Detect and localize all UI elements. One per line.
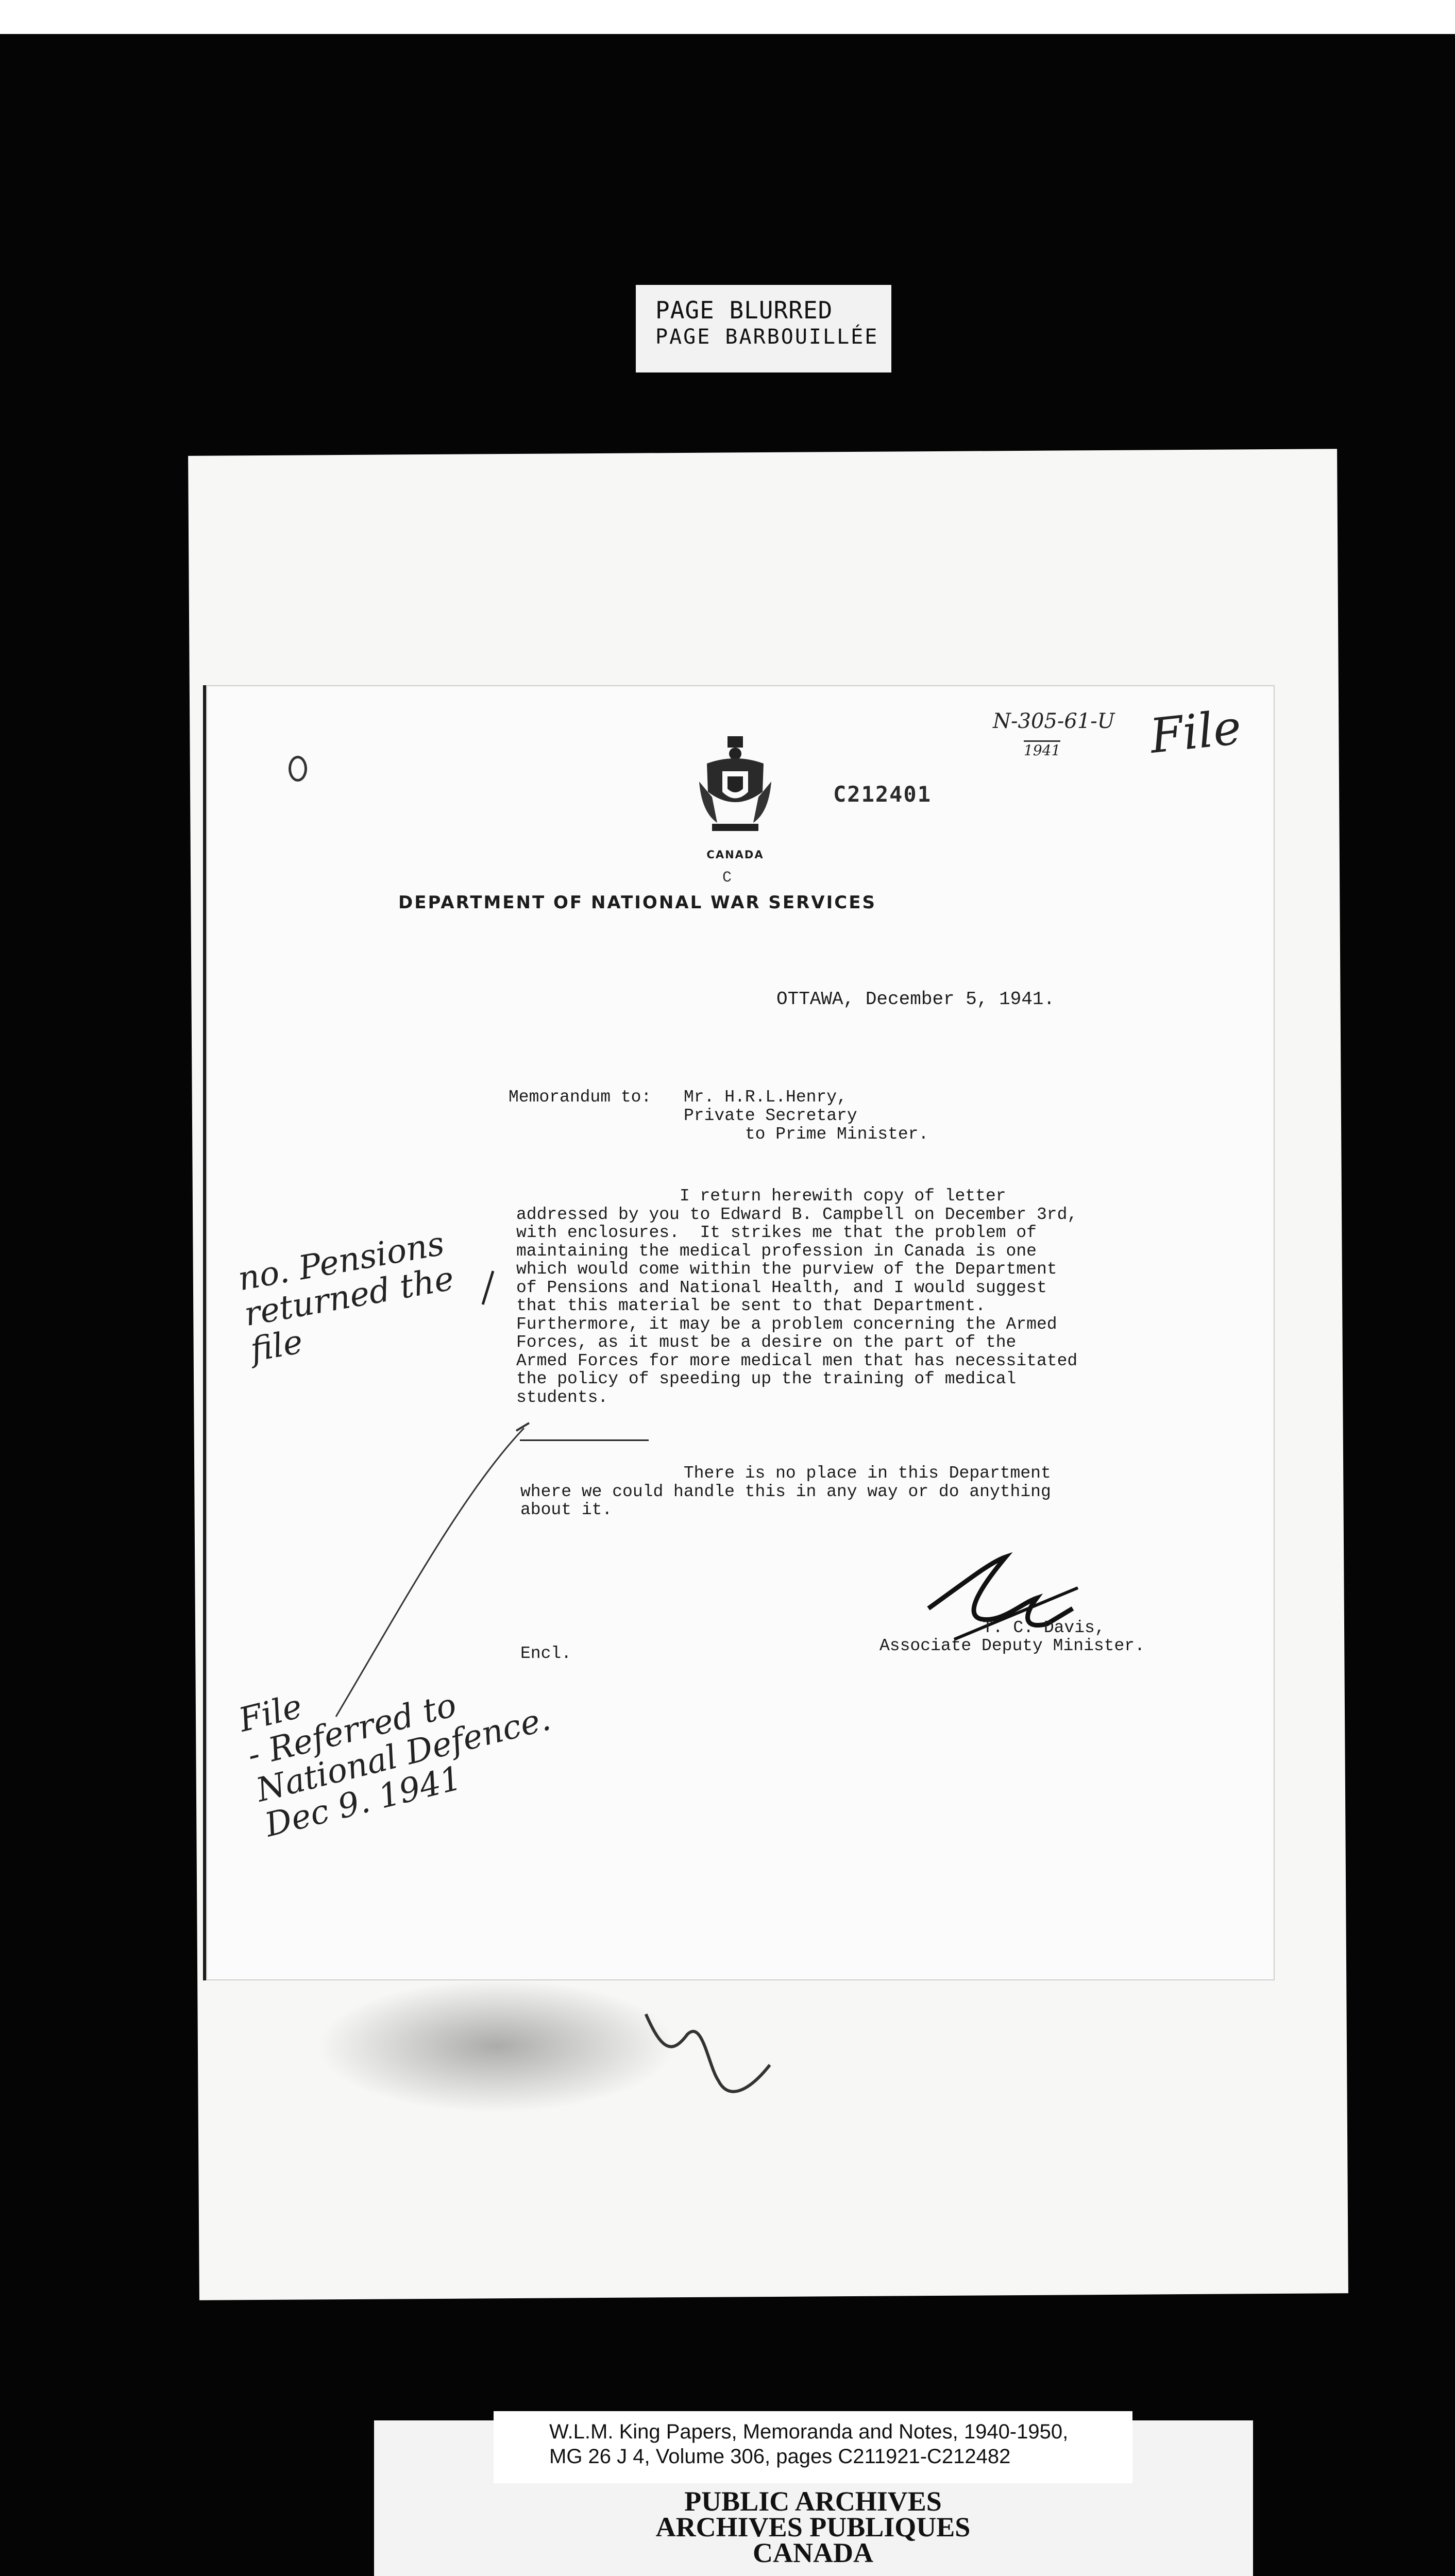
archives-line-2: ARCHIVES PUBLIQUES bbox=[655, 2512, 971, 2543]
letter-date: OTTAWA, December 5, 1941. bbox=[776, 989, 1055, 1010]
memorandum-letter bbox=[206, 685, 1275, 1980]
canada-coat-of-arms-icon bbox=[697, 735, 774, 838]
punch-hole bbox=[289, 756, 307, 782]
blur-stamp-line-2: PAGE BARBOUILLÉE bbox=[655, 325, 879, 349]
memo-label: Memorandum to: bbox=[509, 1088, 652, 1107]
enclosure-note: Encl. bbox=[520, 1644, 572, 1663]
archives-line-1: PUBLIC ARCHIVES bbox=[684, 2486, 942, 2517]
letter-closing: There is no place in this Department where we could handle this in any way or do anything about it. bbox=[520, 1464, 1051, 1519]
letter-body: I return herewith copy of letter addressed by you to Edward B. Campbell on December 3rd, with enclosures. It strikes me that the problem of maintaining the medical profession in Canada is one which would come within the purview of the Department of Pensions and National Health, and I would suggest that this material be sent to that Department. Furthermore, it may be a problem concerning the Armed Forces, as it must be a desire on the part of the Armed Forces for more medical men that has necessitated the policy of speeding up the training of medical students. bbox=[516, 1187, 1078, 1407]
page-blurred-stamp bbox=[636, 285, 891, 372]
archives-stamp bbox=[494, 2488, 1132, 2566]
collection-label: W.L.M. King Papers, Memoranda and Notes, 1940-1950, MG 26 J 4, Volume 306, pages C211921-C212482 bbox=[494, 2411, 1132, 2483]
handwritten-file-number: N-305-61-U bbox=[993, 709, 1115, 733]
document-number-stamp: C212401 bbox=[833, 782, 932, 807]
signer-name: T. C. Davis, bbox=[983, 1618, 1105, 1637]
department-heading: DEPARTMENT OF NATIONAL WAR SERVICES bbox=[398, 892, 876, 913]
handwritten-file-word: File bbox=[1147, 700, 1244, 764]
crest-caption: CANADA bbox=[706, 849, 764, 861]
handwritten-referral-note: File - Referred to National Defence. Dec 9. 1941 bbox=[235, 1686, 554, 1845]
armed-forces-underline bbox=[520, 1439, 649, 1441]
blur-stamp-line-1: PAGE BLURRED bbox=[655, 296, 833, 324]
handwritten-margin-note: no. Pensions returned the file bbox=[235, 1225, 457, 1370]
memo-recipient: Mr. H.R.L.Henry, Private Secretary to Prime Minister. bbox=[684, 1088, 929, 1144]
archives-line-3: CANADA bbox=[753, 2537, 873, 2568]
ink-smudge bbox=[316, 1978, 678, 2114]
handwritten-file-year: 1941 bbox=[1024, 740, 1060, 759]
pencil-scrawl bbox=[640, 2003, 775, 2107]
letterhead-mark: C bbox=[722, 869, 732, 887]
signer-title: Associate Deputy Minister. bbox=[879, 1636, 1145, 1655]
